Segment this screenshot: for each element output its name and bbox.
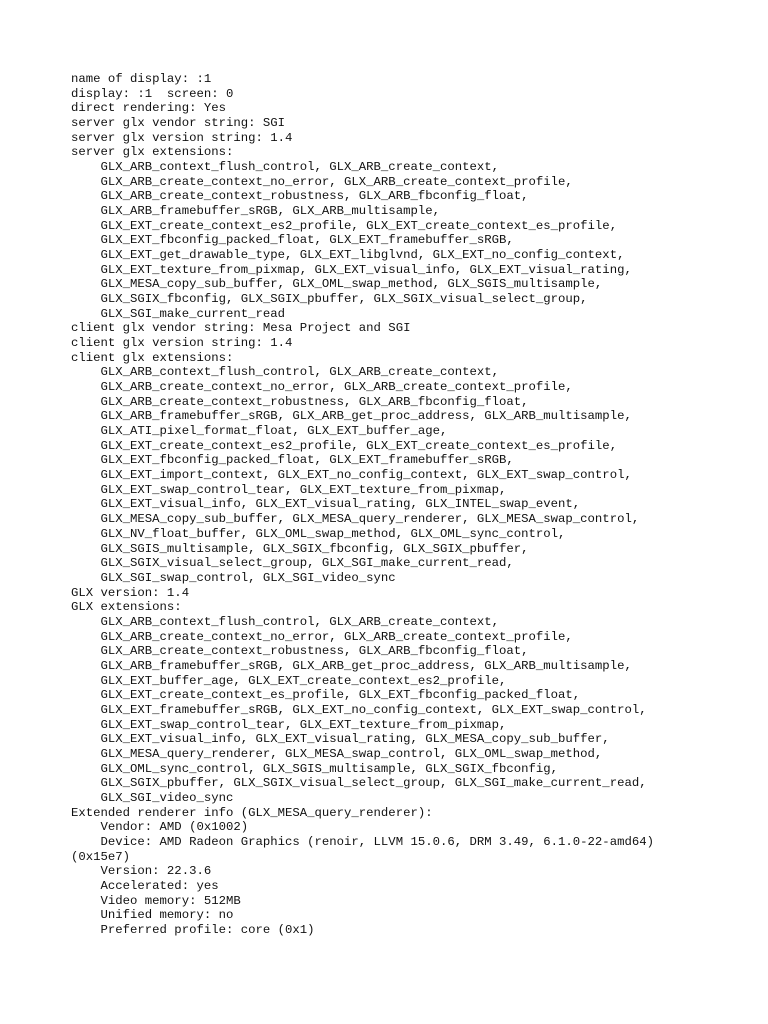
output-line: GLX_EXT_swap_control_tear, GLX_EXT_texture_from_pixmap,: [71, 482, 507, 497]
output-line: GLX_ARB_framebuffer_sRGB, GLX_ARB_get_proc_address, GLX_ARB_multisample,: [71, 409, 632, 424]
output-line: server glx version string: 1.4: [71, 130, 293, 145]
output-line: server glx vendor string: SGI: [71, 116, 286, 131]
output-line: GLX_ARB_framebuffer_sRGB, GLX_ARB_multisample,: [71, 204, 440, 219]
output-line: GLX version: 1.4: [71, 585, 190, 600]
output-line: GLX_ATI_pixel_format_float, GLX_EXT_buffer_age,: [71, 424, 448, 439]
output-line: Vendor: AMD (0x1002): [71, 820, 249, 835]
output-line: Extended renderer info (GLX_MESA_query_renderer):: [71, 805, 433, 820]
output-line: GLX_EXT_buffer_age, GLX_EXT_create_context_es2_profile,: [71, 673, 507, 688]
output-line: client glx version string: 1.4: [71, 336, 293, 351]
terminal-output: [71, 72, 761, 938]
output-line: GLX_SGIX_visual_select_group, GLX_SGI_make_current_read,: [71, 556, 514, 571]
output-line: GLX_ARB_context_flush_control, GLX_ARB_create_context,: [71, 614, 500, 629]
output-line: GLX_SGIX_pbuffer, GLX_SGIX_visual_select_group, GLX_SGI_make_current_read,: [71, 776, 647, 791]
output-line: GLX_SGIS_multisample, GLX_SGIX_fbconfig, GLX_SGIX_pbuffer,: [71, 541, 529, 556]
output-line: GLX_SGI_video_sync: [71, 790, 234, 805]
output-line: GLX_ARB_create_context_no_error, GLX_ARB_create_context_profile,: [71, 380, 573, 395]
output-line: GLX_ARB_create_context_robustness, GLX_ARB_fbconfig_float,: [71, 394, 529, 409]
output-line: GLX_MESA_query_renderer, GLX_MESA_swap_control, GLX_OML_swap_method,: [71, 746, 603, 761]
output-line: (0x15e7): [71, 849, 131, 864]
output-line: GLX_ARB_create_context_no_error, GLX_ARB_create_context_profile,: [71, 629, 573, 644]
output-line: GLX_EXT_create_context_es2_profile, GLX_EXT_create_context_es_profile,: [71, 438, 618, 453]
output-line: GLX_SGI_make_current_read: [71, 306, 286, 321]
output-line: GLX_EXT_texture_from_pixmap, GLX_EXT_visual_info, GLX_EXT_visual_rating,: [71, 262, 632, 277]
output-line: GLX_ARB_framebuffer_sRGB, GLX_ARB_get_proc_address, GLX_ARB_multisample,: [71, 658, 632, 673]
output-line: client glx extensions:: [71, 350, 234, 365]
output-line: GLX_EXT_fbconfig_packed_float, GLX_EXT_framebuffer_sRGB,: [71, 233, 514, 248]
output-line: Video memory: 512MB: [71, 893, 241, 908]
output-line: GLX_EXT_create_context_es2_profile, GLX_EXT_create_context_es_profile,: [71, 218, 618, 233]
output-line: GLX_MESA_copy_sub_buffer, GLX_OML_swap_method, GLX_SGIS_multisample,: [71, 277, 603, 292]
output-line: GLX_ARB_create_context_no_error, GLX_ARB_create_context_profile,: [71, 174, 573, 189]
output-line: GLX_MESA_copy_sub_buffer, GLX_MESA_query_renderer, GLX_MESA_swap_control,: [71, 512, 640, 527]
output-line: GLX_ARB_create_context_robustness, GLX_ARB_fbconfig_float,: [71, 644, 529, 659]
output-line: Version: 22.3.6: [71, 864, 212, 879]
output-line: GLX_SGI_swap_control, GLX_SGI_video_sync: [71, 570, 396, 585]
output-line: GLX_EXT_visual_info, GLX_EXT_visual_rating, GLX_INTEL_swap_event,: [71, 497, 581, 512]
output-line: Preferred profile: core (0x1): [71, 922, 315, 937]
output-line: GLX_EXT_import_context, GLX_EXT_no_config_context, GLX_EXT_swap_control,: [71, 468, 632, 483]
output-line: GLX extensions:: [71, 600, 182, 615]
output-line: GLX_OML_sync_control, GLX_SGIS_multisample, GLX_SGIX_fbconfig,: [71, 761, 559, 776]
output-line: name of display: :1: [71, 72, 212, 86]
output-line: server glx extensions:: [71, 145, 234, 160]
output-line: Accelerated: yes: [71, 878, 219, 893]
output-line: GLX_EXT_get_drawable_type, GLX_EXT_libglvnd, GLX_EXT_no_config_context,: [71, 248, 625, 263]
output-line: GLX_EXT_visual_info, GLX_EXT_visual_rating, GLX_MESA_copy_sub_buffer,: [71, 732, 610, 747]
output-line: GLX_EXT_fbconfig_packed_float, GLX_EXT_framebuffer_sRGB,: [71, 453, 514, 468]
output-line: display: :1 screen: 0: [71, 86, 234, 101]
output-line: GLX_ARB_create_context_robustness, GLX_ARB_fbconfig_float,: [71, 189, 529, 204]
output-line: GLX_EXT_framebuffer_sRGB, GLX_EXT_no_config_context, GLX_EXT_swap_control,: [71, 702, 647, 717]
output-line: GLX_ARB_context_flush_control, GLX_ARB_create_context,: [71, 365, 500, 380]
output-line: GLX_ARB_context_flush_control, GLX_ARB_create_context,: [71, 160, 500, 175]
output-line: GLX_EXT_create_context_es_profile, GLX_EXT_fbconfig_packed_float,: [71, 688, 581, 703]
output-line: GLX_NV_float_buffer, GLX_OML_swap_method, GLX_OML_sync_control,: [71, 526, 566, 541]
output-line: direct rendering: Yes: [71, 101, 226, 116]
output-line: GLX_SGIX_fbconfig, GLX_SGIX_pbuffer, GLX_SGIX_visual_select_group,: [71, 292, 588, 307]
output-line: client glx vendor string: Mesa Project and SGI: [71, 321, 411, 336]
output-line: GLX_EXT_swap_control_tear, GLX_EXT_texture_from_pixmap,: [71, 717, 507, 732]
output-line: Unified memory: no: [71, 908, 234, 923]
output-line: Device: AMD Radeon Graphics (renoir, LLVM 15.0.6, DRM 3.49, 6.1.0-22-amd64): [71, 834, 654, 849]
